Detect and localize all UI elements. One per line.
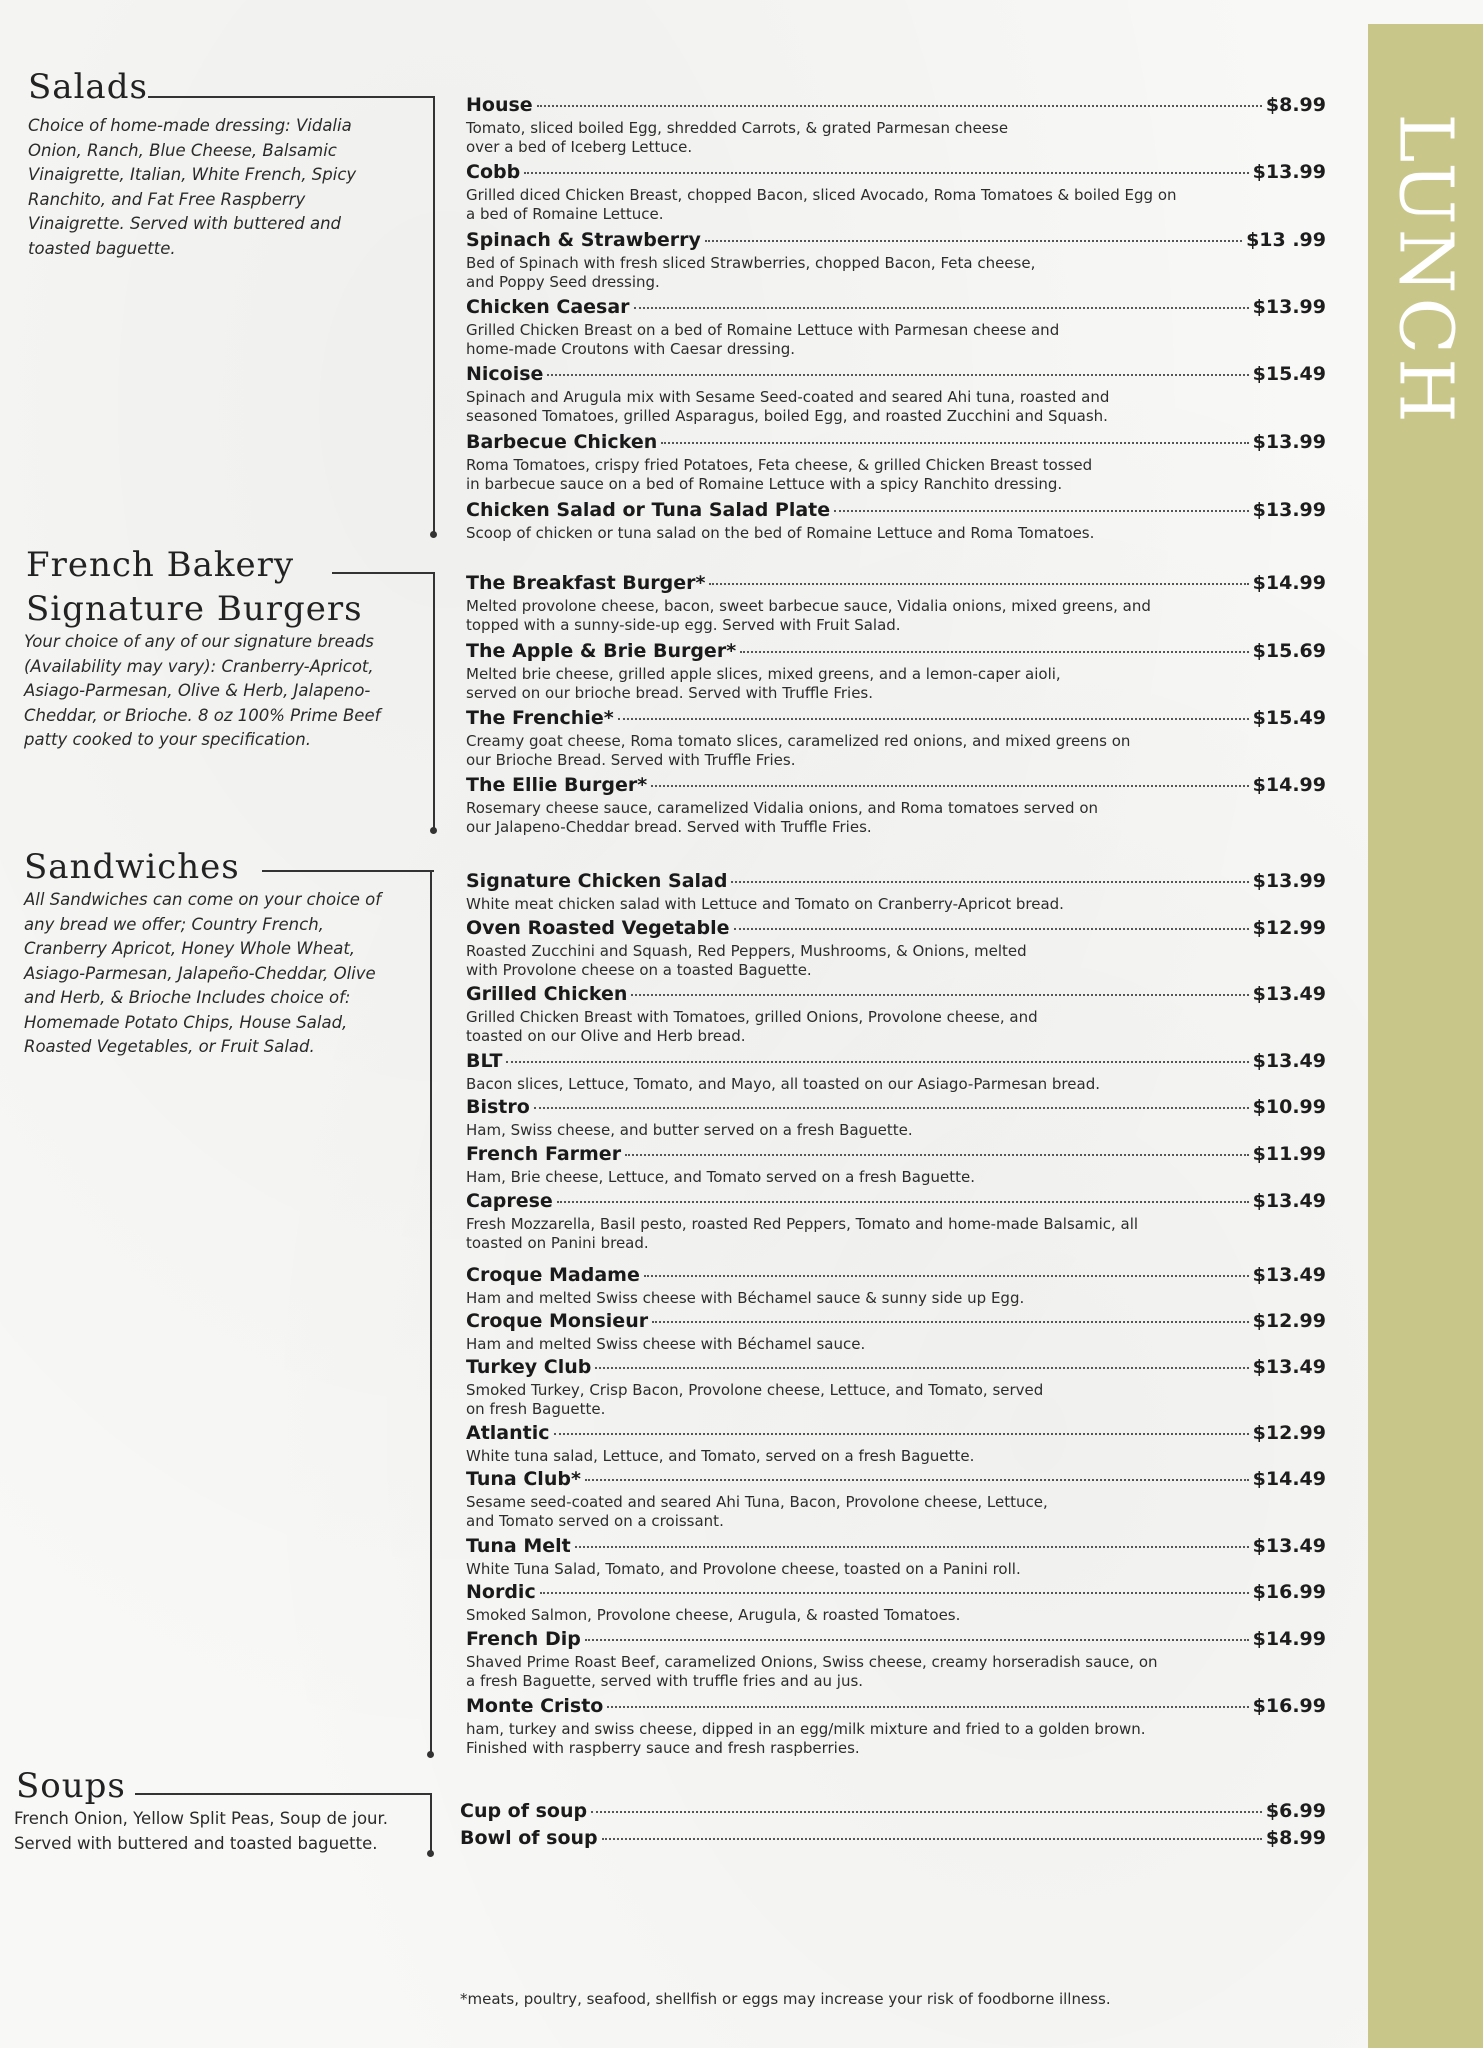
item-price: $13.49 [1252, 983, 1326, 1005]
section-title-burgers-line1: French Bakery [26, 545, 295, 585]
section-desc-sandwiches: All Sandwiches can come on your choice of any bread we offer; Country French, Cranberry Apricot, Honey Whole Wheat, Asiago-Parmesan, Jalapeño-Cheddar, Olive and Herb, & Brioche Includes choice of: Homemade Potato Chips, House Salad, Roasted Vegetables, or Fruit Salad. [24, 890, 382, 1056]
menu-item [466, 431, 1326, 494]
item-desc: Ham and melted Swiss cheese with Béchamel sauce & sunny side up Egg. [466, 1289, 1025, 1307]
item-price: $11.99 [1252, 1143, 1326, 1165]
menu-item [466, 707, 1326, 770]
section-title-salads: Salads [28, 67, 148, 107]
menu-item [466, 572, 1326, 635]
menu-item [466, 94, 1326, 157]
menu-item [466, 870, 1326, 914]
item-desc: Roma Tomatoes, crispy fried Potatoes, Feta cheese, & grilled Chicken Breast tossed in barbecue sauce on a bed of Romaine Lettuce with a spicy Ranchito dressing. [466, 456, 1093, 493]
item-name: Barbecue Chicken [466, 431, 658, 453]
connector-sandwiches [262, 870, 434, 872]
menu-item [466, 640, 1326, 703]
menu-item [466, 1628, 1326, 1691]
dot-leader [661, 442, 1248, 444]
section-desc-soups: French Onion, Yellow Split Peas, Soup de jour. Served with buttered and toasted baguette. [14, 1809, 389, 1853]
dot-leader [534, 1107, 1249, 1109]
item-name: Tuna Melt [466, 1535, 571, 1557]
item-price: $8.99 [1265, 94, 1326, 116]
item-desc: Bacon slices, Lettuce, Tomato, and Mayo, all toasted on our Asiago-Parmesan bread. [466, 1075, 1100, 1093]
menu-item [466, 1050, 1326, 1094]
item-name: Bistro [466, 1096, 530, 1118]
item-name: Signature Chicken Salad [466, 870, 728, 892]
item-desc: Melted provolone cheese, bacon, sweet barbecue sauce, Vidalia onions, mixed greens, and topped with a sunny-side-up egg. Served with Fruit Salad. [466, 597, 1151, 634]
item-desc: Shaved Prime Roast Beef, caramelized Onions, Swiss cheese, creamy horseradish sauce, on a fresh Baguette, served with truffle fries and au jus. [466, 1653, 1158, 1690]
bracket-sandwiches [430, 870, 432, 1754]
item-name: The Breakfast Burger* [466, 572, 706, 594]
item-desc: Ham, Swiss cheese, and butter served on a fresh Baguette. [466, 1121, 913, 1139]
item-price: $13.99 [1252, 499, 1326, 521]
item-desc: Tomato, sliced boiled Egg, shredded Carrots, & grated Parmesan cheese over a bed of Iceberg Lettuce. [466, 119, 1009, 156]
item-name: Bowl of soup [460, 1827, 598, 1849]
connector-salads [148, 96, 434, 98]
item-name: BLT [466, 1050, 503, 1072]
item-desc: Bed of Spinach with fresh sliced Strawberries, chopped Bacon, Feta cheese, and Poppy Seed dressing. [466, 254, 1036, 291]
item-price: $10.99 [1252, 1096, 1326, 1118]
dot-leader [540, 1592, 1249, 1594]
menu-item [466, 1422, 1326, 1466]
item-price: $6.99 [1265, 1800, 1326, 1822]
dot-leader [602, 1838, 1262, 1840]
item-price: $13.49 [1252, 1356, 1326, 1378]
lunch-label-text: LUNCH [1382, 113, 1469, 427]
item-price: $13.49 [1252, 1050, 1326, 1072]
item-desc: Ham and melted Swiss cheese with Béchamel sauce. [466, 1335, 866, 1353]
item-price: $15.49 [1252, 363, 1326, 385]
dot-leader [595, 1367, 1248, 1369]
dot-leader [652, 1321, 1249, 1323]
dot-leader [554, 1433, 1249, 1435]
item-name: Nordic [466, 1581, 536, 1603]
item-price: $13.99 [1252, 296, 1326, 318]
item-name: Croque Madame [466, 1264, 640, 1286]
dot-leader [731, 881, 1248, 883]
dot-leader [709, 583, 1248, 585]
item-desc: White tuna salad, Lettuce, and Tomato, served on a fresh Baguette. [466, 1447, 975, 1465]
dot-leader [740, 651, 1249, 653]
item-price: $13.99 [1252, 431, 1326, 453]
item-price: $16.99 [1252, 1581, 1326, 1603]
item-price: $13.49 [1252, 1535, 1326, 1557]
menu-item [466, 1310, 1326, 1354]
item-name: The Apple & Brie Burger* [466, 640, 737, 662]
item-name: House [466, 94, 533, 116]
menu-item [466, 229, 1326, 292]
item-price: $13.49 [1252, 1190, 1326, 1212]
menu-item [466, 161, 1326, 224]
item-name: Chicken Caesar [466, 296, 630, 318]
menu-item [466, 296, 1326, 359]
item-name: The Ellie Burger* [466, 774, 648, 796]
dot-leader [524, 172, 1248, 174]
item-desc: White meat chicken salad with Lettuce and Tomato on Cranberry-Apricot bread. [466, 895, 1064, 913]
item-name: Nicoise [466, 363, 544, 385]
menu-item [460, 1800, 1326, 1824]
item-price: $14.99 [1252, 1628, 1326, 1650]
menu-item [466, 1356, 1326, 1419]
section-desc-burgers: Your choice of any of our signature breads (Availability may vary): Cranberry-Apricot, Asiago-Parmesan, Olive & Herb, Jalapeno-Cheddar, or Brioche. 8 oz 100% Prime Beef patty cooked to your specification. [24, 632, 381, 749]
item-desc: Rosemary cheese sauce, caramelized Vidalia onions, and Roma tomatoes served on our Jalapeno-Cheddar bread. Served with Truffle Fries. [466, 799, 1098, 836]
item-name: Monte Cristo [466, 1695, 604, 1717]
allergy-footnote: *meats, poultry, seafood, shellfish or eggs may increase your risk of foodborne illness. [460, 1990, 1111, 2008]
section-title-burgers-line2: Signature Burgers [26, 589, 363, 629]
menu-item [466, 363, 1326, 426]
menu-item [466, 1143, 1326, 1187]
menu-item [466, 1096, 1326, 1140]
dot-leader [575, 1546, 1249, 1548]
dot-leader [625, 1154, 1249, 1156]
dot-leader [557, 1201, 1249, 1203]
item-name: The Frenchie* [466, 707, 614, 729]
section-title-sandwiches: Sandwiches [24, 847, 240, 887]
dot-leader [585, 1479, 1249, 1481]
dot-leader [537, 105, 1262, 107]
item-name: Oven Roasted Vegetable [466, 917, 730, 939]
item-price: $14.99 [1252, 572, 1326, 594]
item-desc: Smoked Turkey, Crisp Bacon, Provolone cheese, Lettuce, and Tomato, served on fresh Baguette. [466, 1381, 1044, 1418]
item-name: Turkey Club [466, 1356, 592, 1378]
connector-burgers [332, 572, 434, 574]
item-name: Tuna Club* [466, 1468, 581, 1490]
item-desc: Roasted Zucchini and Squash, Red Peppers, Mushrooms, & Onions, melted with Provolone cheese on a toasted Baguette. [466, 942, 1027, 979]
dot-leader [547, 374, 1248, 376]
dot-leader [607, 1706, 1248, 1708]
item-desc: Fresh Mozzarella, Basil pesto, roasted Red Peppers, Tomato and home-made Balsamic, all toasted on Panini bread. [466, 1215, 1139, 1252]
menu-item [466, 983, 1326, 1046]
lunch-side-label [1368, 80, 1483, 460]
bracket-burgers [433, 572, 435, 830]
menu-item [466, 1695, 1326, 1758]
menu-item [466, 1581, 1326, 1625]
dot-leader [705, 240, 1242, 242]
item-price: $12.99 [1252, 1422, 1326, 1444]
bracket-end-dot [427, 1751, 434, 1758]
item-desc: Grilled Chicken Breast with Tomatoes, grilled Onions, Provolone cheese, and toasted on our Olive and Herb bread. [466, 1008, 1038, 1045]
bracket-salads [433, 96, 435, 534]
item-price: $12.99 [1252, 917, 1326, 939]
menu-item [466, 1468, 1326, 1531]
item-price: $13.49 [1252, 1264, 1326, 1286]
bracket-soups [430, 1793, 432, 1853]
section-desc-salads: Choice of home-made dressing: Vidalia Onion, Ranch, Blue Cheese, Balsamic Vinaigrette, Italian, White French, Spicy Ranchito, and Fat Free Raspberry Vinaigrette. Served with buttered and toasted baguette. [28, 116, 357, 258]
item-price: $14.49 [1252, 1468, 1326, 1490]
section-title-soups: Soups [16, 1766, 126, 1806]
dot-leader [506, 1061, 1248, 1063]
dot-leader [644, 1275, 1249, 1277]
item-price: $13.99 [1252, 161, 1326, 183]
item-desc: Scoop of chicken or tuna salad on the bed of Romaine Lettuce and Roma Tomatoes. [466, 524, 1095, 542]
item-price: $13.99 [1252, 870, 1326, 892]
dot-leader [834, 510, 1249, 512]
menu-item [466, 1535, 1326, 1579]
item-desc: ham, turkey and swiss cheese, dipped in an egg/milk mixture and fried to a golden brown. Finished with raspberry sauce and fresh raspberries. [466, 1720, 1146, 1757]
item-desc: Spinach and Arugula mix with Sesame Seed-coated and seared Ahi tuna, roasted and seasoned Tomatoes, grilled Asparagus, boiled Egg, and roasted Zucchini and Squash. [466, 388, 1110, 425]
item-desc: Melted brie cheese, grilled apple slices, mixed greens, and a lemon-caper aioli, served on our brioche bread. Served with Truffle Fries. [466, 665, 1061, 702]
dot-leader [618, 718, 1249, 720]
dot-leader [634, 307, 1249, 309]
item-desc: Creamy goat cheese, Roma tomato slices, caramelized red onions, and mixed greens on our Brioche Bread. Served with Truffle Fries. [466, 732, 1131, 769]
dot-leader [651, 785, 1248, 787]
item-name: French Farmer [466, 1143, 622, 1165]
dot-leader [591, 1811, 1262, 1813]
bracket-end-dot [430, 827, 437, 834]
dot-leader [631, 994, 1248, 996]
item-name: Grilled Chicken [466, 983, 628, 1005]
item-desc: Sesame seed-coated and seared Ahi Tuna, Bacon, Provolone cheese, Lettuce, and Tomato served on a croissant. [466, 1493, 1048, 1530]
dot-leader [734, 928, 1249, 930]
bracket-end-dot [430, 531, 437, 538]
item-desc: Smoked Salmon, Provolone cheese, Arugula, & roasted Tomatoes. [466, 1606, 961, 1624]
bracket-end-dot [427, 1850, 434, 1857]
item-desc: Grilled diced Chicken Breast, chopped Bacon, sliced Avocado, Roma Tomatoes & boiled Egg on a bed of Romaine Lettuce. [466, 186, 1177, 223]
item-name: Cup of soup [460, 1800, 588, 1822]
item-price: $15.69 [1252, 640, 1326, 662]
item-desc: Ham, Brie cheese, Lettuce, and Tomato served on a fresh Baguette. [466, 1168, 975, 1186]
menu-item [460, 1827, 1326, 1851]
menu-item [466, 1264, 1326, 1308]
menu-item [466, 917, 1326, 980]
dot-leader [585, 1639, 1249, 1641]
menu-item [466, 499, 1326, 543]
item-name: Atlantic [466, 1422, 550, 1444]
item-price: $8.99 [1265, 1827, 1326, 1849]
item-price: $16.99 [1252, 1695, 1326, 1717]
item-price: $12.99 [1252, 1310, 1326, 1332]
connector-soups [135, 1793, 431, 1795]
item-name: Spinach & Strawberry [466, 229, 701, 251]
item-name: Cobb [466, 161, 521, 183]
item-name: French Dip [466, 1628, 581, 1650]
menu-item [466, 1190, 1326, 1253]
menu-item [466, 774, 1326, 837]
item-price: $15.49 [1252, 707, 1326, 729]
item-name: Caprese [466, 1190, 553, 1212]
item-desc: White Tuna Salad, Tomato, and Provolone cheese, toasted on a Panini roll. [466, 1560, 1021, 1578]
item-desc: Grilled Chicken Breast on a bed of Romaine Lettuce with Parmesan cheese and home-made Croutons with Caesar dressing. [466, 321, 1060, 358]
item-price: $14.99 [1252, 774, 1326, 796]
item-name: Croque Monsieur [466, 1310, 649, 1332]
item-name: Chicken Salad or Tuna Salad Plate [466, 499, 831, 521]
item-price: $13 .99 [1246, 229, 1326, 251]
